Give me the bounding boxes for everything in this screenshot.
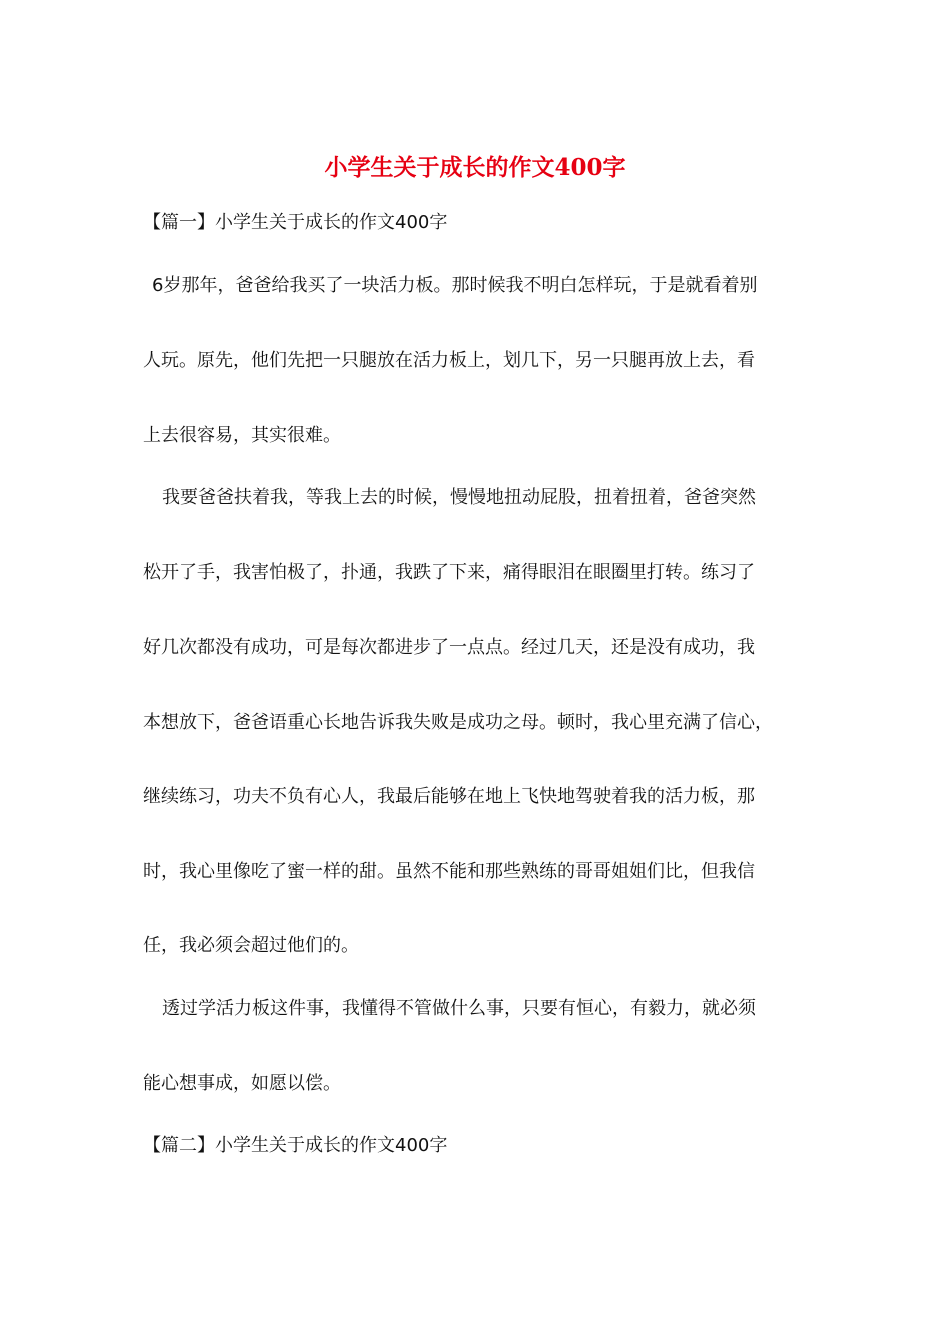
paragraph-line: 任，我必须会超过他们的。 xyxy=(143,935,359,956)
paragraph-line: 能心想事成，如愿以偿。 xyxy=(143,1073,341,1094)
paragraph-line: 人玩。原先，他们先把一只腿放在活力板上，划几下，另一只腿再放上去，看 xyxy=(143,350,755,371)
paragraph-line: 松开了手，我害怕极了，扑通，我跌了下来，痛得眼泪在眼圈里打转。练习了 xyxy=(143,562,755,583)
paragraph-line: 我要爸爸扶着我，等我上去的时候，慢慢地扭动屁股，扭着扭着，爸爸突然 xyxy=(162,487,756,508)
paragraph-line: 时，我心里像吃了蜜一样的甜。虽然不能和那些熟练的哥哥姐姐们比，但我信 xyxy=(143,861,755,882)
paragraph-line: 好几次都没有成功，可是每次都进步了一点点。经过几天，还是没有成功，我 xyxy=(143,637,755,658)
paragraph-line: 透过学活力板这件事，我懂得不管做什么事，只要有恒心，有毅力，就必须 xyxy=(162,998,756,1019)
paragraph-line: 6岁那年，爸爸给我买了一块活力板。那时候我不明白怎样玩，于是就看着别 xyxy=(152,275,758,296)
section-heading-2: 【篇二】小学生关于成长的作文400字 xyxy=(143,1135,448,1156)
paragraph-line: 继续练习，功夫不负有心人，我最后能够在地上飞快地驾驶着我的活力板，那 xyxy=(143,786,755,807)
document-title: 小学生关于成长的作文400字 xyxy=(324,154,626,181)
paragraph-line: 本想放下，爸爸语重心长地告诉我失败是成功之母。顿时，我心里充满了信心， xyxy=(143,712,773,733)
paragraph-line: 上去很容易，其实很难。 xyxy=(143,425,341,446)
section-heading-1: 【篇一】小学生关于成长的作文400字 xyxy=(143,212,448,233)
